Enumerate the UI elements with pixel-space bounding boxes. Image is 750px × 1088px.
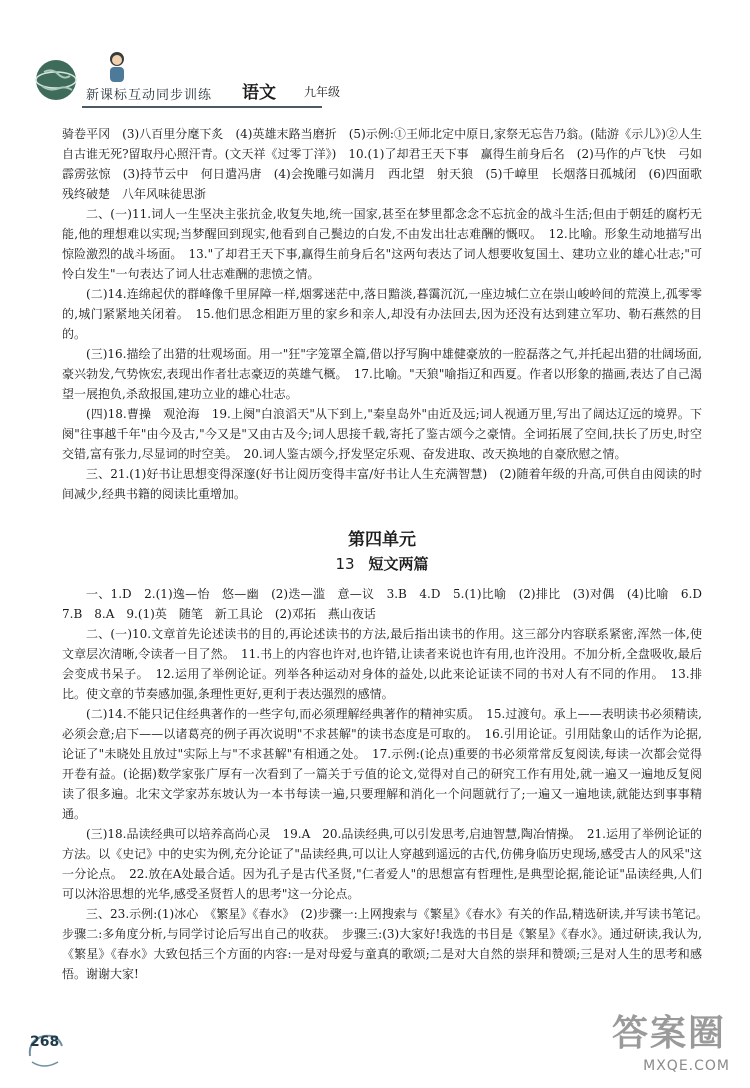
answer-paragraph: 三、21.(1)好书让思想变得深邃(好书让阅历变得丰富/好书让人生充满智慧) (2)随着年级的升高,可供自由阅读的时间减少,经典书籍的阅读比重增加。 bbox=[62, 467, 702, 501]
answer-paragraph: (四)18.曹操 观沧海 19.上阕"白浪滔天"从下到上,"秦皇岛外"由近及远;词人视通万里,写出了阔达辽远的境界。下阕"往事越千年"由今及古,"今又是"又由古及今;词人思接千载,寄托了鉴古颂今之豪情。全词拓展了空间,扶长了历史,时空交错,富有张力,尽显词的时空美。 20.词人鉴古颂今,抒发坚定乐观、奋发进取、改天换地的自豪欣慰之情。 bbox=[62, 407, 702, 461]
answer-paragraph: 一、1.D 2.(1)逸—怡 悠—幽 (2)迭—滥 意—议 3.B 4.D 5.(1)比喻 (2)排比 (3)对偶 (4)比喻 6.D 7.B 8.A 9.(1)英 随笔 新工具论 (2)邓拓 燕山夜话 bbox=[62, 587, 715, 621]
globe-logo-icon bbox=[34, 58, 78, 102]
unit-title: 第四单元 bbox=[348, 530, 416, 550]
header-rule bbox=[82, 106, 322, 108]
student-figure-icon bbox=[104, 50, 130, 84]
answer-paragraph: (三)16.描绘了出猎的壮观场面。用一"狂"字笼罩全篇,借以抒写胸中雄健豪放的一腔磊落之气,并托起出猎的壮阔场面,豪兴勃发,气势恢宏,表现出作者壮志豪迈的英雄气概。 17.比喻。"天狼"喻指辽和西夏。作者以形象的描画,表达了自己渴望一展抱负,杀敌报国,建功立业的雄心壮志。 bbox=[62, 347, 702, 401]
lesson-number: 13 bbox=[335, 555, 355, 573]
watermark-site: MXQE.COM bbox=[643, 1058, 730, 1074]
grade-label: 九年级 bbox=[304, 85, 341, 99]
answer-paragraph: (二)14.连绵起伏的群峰像千里屏障一样,烟雾迷茫中,落日黯淡,暮霭沉沉,一座边城仁立在崇山峻岭间的荒漠上,孤零零的,城门紧紧地关闭着。 15.他们思念相距万里的家乡和亲人,却没有办法回去,因为还没有达到建立军功、勒石燕然的目的。 bbox=[62, 287, 702, 341]
answer-content bbox=[62, 124, 715, 984]
page-header bbox=[26, 50, 726, 108]
answer-paragraph: 二、(一)10.文章首先论述读书的目的,再论述读书的方法,最后指出读书的作用。这三部分内容联系紧密,浑然一体,使文章层次清晰,令读者一目了然。 11.书上的内容也许对,也许错,让读者来说也许有用,也许没用。不加分析,全盘吸收,最后会变成书呆子。 12.运用了举例论证。列举各种运动对身体的益处,以此来论证读不同的书对人有不同的作用。 13.排比。使文章的节奏感加强,条理性更好,更利于表达强烈的感情。 bbox=[62, 627, 702, 701]
answer-paragraph: (三)18.品读经典可以培养高尚心灵 19.A 20.品读经典,可以引发思考,启迪智慧,陶冶情操。 21.运用了举例论证的方法。以《史记》中的史实为例,充分论证了"品读经典,可以让人穿越到遥远的古代,仿佛身临历史现场,感受古人的风采"这一分论点。 22.放在A处最合适。因为孔子是古代圣贤,"仁者爱人"的思想富有哲理性,是典型论据,能论证"品读经典,人们可以沐浴思想的光华,感受圣贤哲人的思考"这一分论点。 bbox=[62, 827, 702, 901]
lesson-title bbox=[62, 554, 702, 574]
answer-paragraph: 三、23.示例:(1)冰心 《繁星》《春水》 (2)步骤一:上网搜索与《繁星》《春水》有关的作品,精选研读,并写读书笔记。 步骤二:多角度分析,与同学讨论后写出自己的收获。 步骤三:(3)大家好!我选的书目是《繁星》《春水》。通过研读,我认为,《繁星》《春水》大致包括三个方面的内容:一是对母爱与童真的歌颂;二是对大自然的崇拜和赞颂;三是对人生的思考和感悟。谢谢大家! bbox=[62, 907, 715, 981]
watermark-logo: 答案圈 bbox=[611, 1013, 726, 1054]
lesson-name: 短文两篇 bbox=[368, 555, 429, 573]
subject-title: 语文 bbox=[242, 83, 276, 103]
page-number: 268 bbox=[30, 1034, 60, 1050]
series-title: 新课标互动同步训练 bbox=[86, 88, 213, 103]
answer-paragraph: (二)14.不能只记住经典著作的一些字句,而必须理解经典著作的精神实质。 15.过渡句。承上——表明读书必须精读,必须会意;启下——以诸葛亮的例子再次说明"不求甚解"的读书态度是可取的。 16.引用论证。引用陆象山的话作为论据,论证了"未晓处且放过"实际上与"不求甚解"有相通之处。 17.示例:(论点)重要的书必须常常反复阅读,每读一次都会觉得开卷有益。(论据)数学家张广厚有一次看到了一篇关于亏值的论文,觉得对自己的研究工作有用处,就一遍又一遍地反复阅读了很多遍。北宋文学家苏东坡认为一本书每读一遍,只要理解和消化一个问题就行了;一遍又一遍地读,就能达到事事精通。 bbox=[62, 707, 702, 821]
answer-paragraph: 二、(一)11.词人一生坚决主张抗金,收复失地,统一国家,甚至在梦里都念念不忘抗金的战斗生活;但由于朝廷的腐朽无能,他的理想难以实现;当梦醒回到现实,他看到自己鬓边的白发,不由发出壮志难酬的慨叹。 12.比喻。形象生动地描写出惊险激烈的战斗场面。 13."了却君王天下事,赢得生前身后名"这两句表达了词人想要收复国土、建功立业的雄心壮志;"可怜白发生"一句表达了词人壮志难酬的悲愤之情。 bbox=[62, 207, 702, 281]
answer-paragraph: 骑卷平冈 (3)八百里分麾下炙 (4)英雄末路当磨折 (5)示例:①王师北定中原日,家祭无忘告乃翁。(陆游《示儿》)②人生自古谁无死?留取丹心照汗青。(文天祥《过零丁洋》) 10.(1)了却君王天下事 赢得生前身后名 (2)马作的卢飞快 弓如霹雳弦惊 (3)持节云中 何日遣冯唐 (4)会挽雕弓如满月 西北望 射天狼 (5)千嶂里 长烟落日孤城闭 (6)四面歌残终破楚 八年风味徒思浙 bbox=[62, 127, 702, 201]
